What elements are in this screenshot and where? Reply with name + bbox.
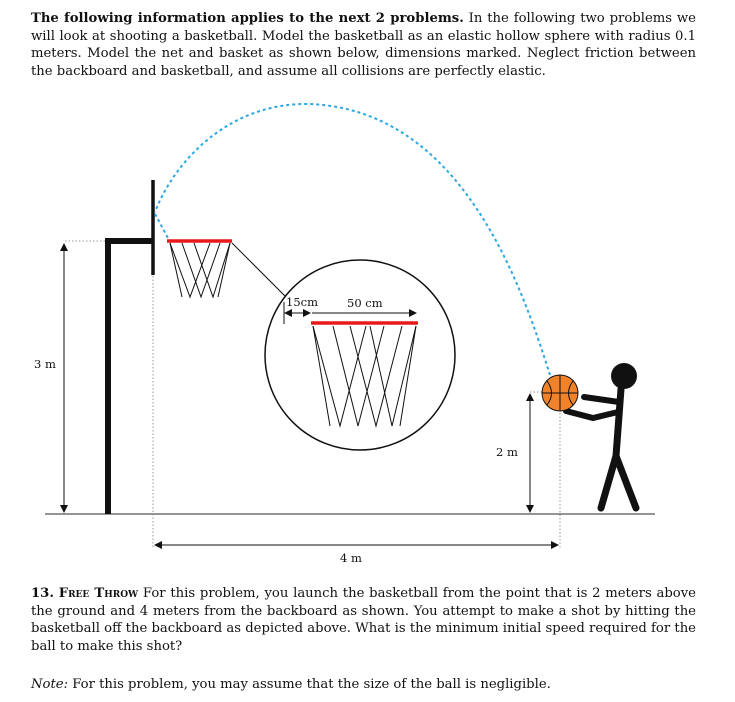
note-label: Note: — [31, 677, 69, 692]
label-launch: 2 m — [496, 445, 518, 459]
problem-number: 13. — [31, 586, 54, 601]
stick-figure — [566, 363, 637, 508]
label-gap: 15cm — [286, 295, 318, 309]
zoom-net — [313, 326, 416, 426]
problem-paragraph — [31, 585, 696, 655]
problem-title: Free Throw — [58, 586, 139, 601]
label-distance: 4 m — [340, 551, 362, 565]
zoom-connector — [232, 243, 285, 296]
stick-figure-arm-lower — [566, 411, 618, 418]
label-height: 3 m — [34, 357, 56, 371]
stick-figure-head — [611, 363, 637, 389]
trajectory-rebound — [155, 214, 168, 238]
net — [170, 243, 230, 297]
basketball — [542, 375, 578, 411]
intro-text: In the following two problems we will look at shooting a basketball. Model the basketball as an elastic hollow sphere with radius 0.1 meters. Model the net and basket as shown below, dimensions marked. Neglect friction between the backboard and basketball, and assume all collisions are perfectly elastic. — [31, 11, 696, 79]
note-text: For this problem, you may assume that the size of the ball is negligible. — [68, 677, 551, 692]
stick-figure-legs — [601, 456, 636, 508]
label-rim: 50 cm — [347, 296, 383, 310]
zoom-circle — [265, 260, 455, 450]
hoop-pole — [108, 241, 153, 514]
intro-lead: The following information applies to the next 2 problems. — [31, 11, 464, 26]
problem-text: For this problem, you launch the basketball from the point that is 2 meters above the ground and 4 meters from the backboard as shown. You attempt to make a shot by hitting the basketball off the backboard as depicted above. What is the minimum initial speed required for the ball to make this shot? — [31, 586, 696, 654]
note-paragraph — [31, 676, 696, 693]
stick-figure-arm-upper — [584, 397, 619, 402]
